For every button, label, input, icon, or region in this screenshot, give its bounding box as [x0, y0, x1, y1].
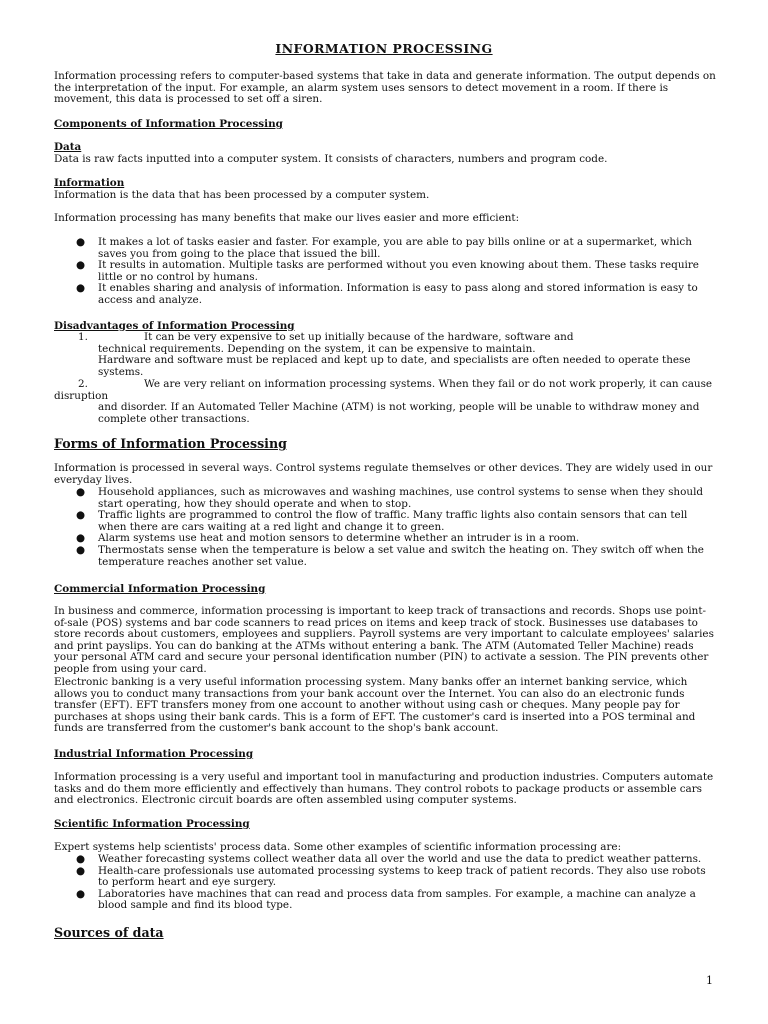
list-item-text: Alarm systems use heat and motion sensors to determine whether an intruder is in a room.: [98, 532, 580, 545]
information-heading: Information: [54, 177, 125, 189]
document-title: INFORMATION PROCESSING: [275, 41, 493, 56]
list-item-text: Laboratories have machines that can read and process data from samples. For example, a machine can analyze a blood sample and find its blood type.: [98, 887, 696, 912]
commercial-paragraph-1: In business and commerce, information processing is important to keep track of transactions and records. Shops use point-of-sale (POS) systems and bar code scanners to read prices on items and keep track of stock. Businesses use databases to store records about customers, employees and suppliers. Payroll systems are very important to calculate employees' salaries and print payslips. You can do banking at the ATMs without entering a bank. The ATM (Automated Teller Machine) reads your personal ATM card and secure your personal identification number (PIN) to activate a session. The PIN prevents other people from using your card.: [54, 605, 714, 675]
item-number: 2.: [78, 378, 88, 390]
item-continuation: Hardware and software must be replaced and kept up to date, and specialists are often needed to operate these systems.: [98, 354, 691, 378]
bullet-icon: ●: [76, 259, 86, 272]
list-item-text: Traffic lights are programmed to control the flow of traffic. Many traffic lights also contain sensors that can tell when there are cars waiting at a red light and change it to green.: [98, 509, 688, 533]
bullet-icon: ●: [76, 282, 86, 295]
benefits-list: [54, 237, 716, 307]
list-item-text: It makes a lot of tasks easier and faster. For example, you are able to pay bills online or at a supermarket, which saves you from going to the place that issued the bill.: [98, 236, 692, 260]
bullet-icon: ●: [76, 543, 86, 556]
item-first-line: We are very reliant on information processing systems. When they fail or do not work properly, it can cause disruption: [54, 378, 713, 402]
bullet-icon: ●: [76, 236, 86, 248]
bullet-icon: ●: [76, 864, 86, 877]
list-item: [54, 487, 716, 510]
forms-heading: Forms of Information Processing: [54, 436, 287, 451]
industrial-paragraph: Information processing is a very useful and important tool in manufacturing and production industries. Computers automate tasks and do them more efficiently and effectively than humans. They control robots to package products or assemble cars and electronics. Electronic circuit boards are often assembled using computer systems.: [54, 771, 714, 807]
page-number: 1: [706, 974, 713, 987]
list-item: [54, 510, 716, 533]
list-item: [54, 237, 716, 260]
list-item: [54, 260, 716, 283]
item-first-line: It can be very expensive to set up initially because of the hardware, software and: [144, 331, 574, 343]
list-item: [54, 889, 716, 912]
commercial-heading: Commercial Information Processing: [54, 583, 266, 595]
forms-intro: Information is processed in several ways. Control systems regulate themselves or other devices. They are widely used in our everyday lives.: [54, 462, 713, 486]
disadvantage-item-1: [54, 332, 716, 378]
list-item: [54, 283, 716, 306]
bullet-icon: ●: [76, 509, 86, 522]
bullet-icon: ●: [76, 532, 86, 545]
list-item-text: Household appliances, such as microwaves and washing machines, use control systems to sense when they should start operating, how they should operate and when to stop.: [98, 486, 704, 510]
commercial-paragraph-2: Electronic banking is a very useful information processing system. Many banks offer an internet banking service, which allows you to conduct many transactions from your bank account over the Internet. You can also do an electronic funds transfer (EFT). EFT transfers money from one account to another without using cash or cheques. Many people pay for purchases at shops using their bank cards. This is a form of EFT. The customer's card is inserted into a POS terminal and funds are transferred from the customer's bank account to the shop's bank account.: [54, 676, 696, 735]
item-number: 1.: [78, 331, 88, 343]
list-item-text: Weather forecasting systems collect weather data all over the world and use the data to predict weather patterns.: [98, 853, 702, 865]
bullet-icon: ●: [76, 887, 86, 900]
industrial-heading: Industrial Information Processing: [54, 748, 254, 760]
benefits-intro: Information processing has many benefits that make our lives easier and more efficient:: [54, 212, 520, 224]
list-item-text: Health-care professionals use automated processing systems to keep track of patient records. They also use robots to perform heart and eye surgery.: [98, 864, 706, 889]
scientific-heading: Scientific Information Processing: [54, 818, 250, 830]
list-item-text: It enables sharing and analysis of information. Information is easy to pass along and stored information is easy to access and analyze.: [98, 282, 698, 306]
components-heading: Components of Information Processing: [54, 118, 283, 130]
disadvantages-heading: Disadvantages of Information Processing: [54, 320, 295, 332]
item-continuation: technical requirements. Depending on the system, it can be expensive to maintain.: [98, 342, 536, 355]
list-item: [54, 866, 716, 889]
sources-heading: Sources of data: [54, 925, 164, 940]
disadvantage-item-2: [54, 379, 716, 425]
scientific-intro: Expert systems help scientists' process data. Some other examples of scientific information processing are:: [54, 841, 622, 853]
intro-paragraph: Information processing refers to computer-based systems that take in data and generate information. The output depends on the interpretation of the input. For example, an alarm system uses sensors to detect movement in a room. If there is movement, this data is processed to set off a siren.: [54, 70, 716, 106]
list-item: [54, 545, 716, 568]
data-heading: Data: [54, 141, 82, 153]
list-item-text: It results in automation. Multiple tasks are performed without you even knowing about them. These tasks require little or no control by humans.: [98, 259, 699, 283]
bullet-icon: ●: [76, 853, 86, 865]
list-item-text: Thermostats sense when the temperature is below a set value and switch the heating on. They switch off when the temperature reaches another set value.: [98, 543, 704, 568]
item-continuation: and disorder. If an Automated Teller Machine (ATM) is not working, people will be unable to withdraw money and complete other transactions.: [98, 401, 700, 425]
data-definition: Data is raw facts inputted into a computer system. It consists of characters, numbers and program code.: [54, 153, 608, 165]
information-definition: Information is the data that has been processed by a computer system.: [54, 189, 430, 201]
scientific-list: [54, 854, 716, 912]
bullet-icon: ●: [76, 486, 86, 498]
forms-list: [54, 487, 716, 568]
